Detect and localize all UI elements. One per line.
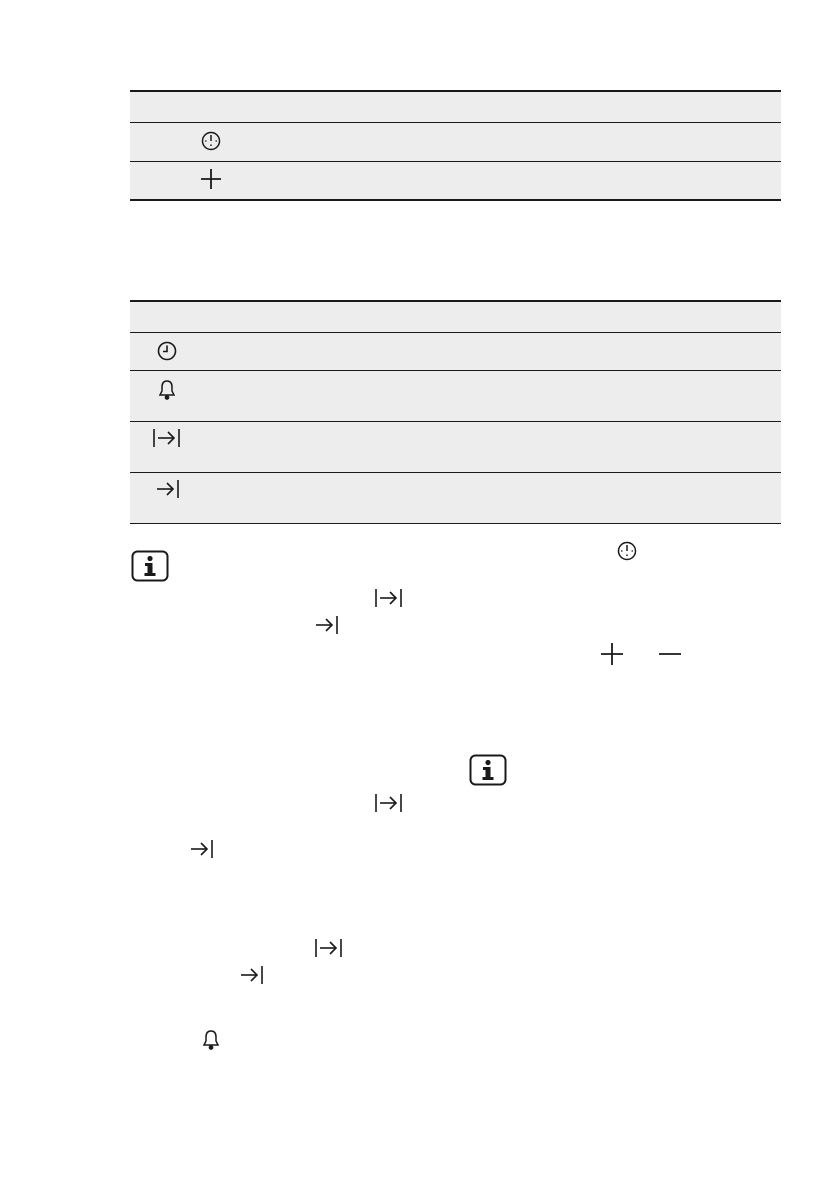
timer-icon bbox=[616, 540, 638, 562]
table-2-row bbox=[130, 333, 781, 370]
timer-icon bbox=[200, 130, 222, 152]
table-1-rule bbox=[130, 161, 781, 162]
end-icon bbox=[155, 478, 181, 500]
duration-icon bbox=[314, 937, 344, 959]
table-1-rule bbox=[130, 122, 781, 123]
bell-icon bbox=[157, 379, 177, 401]
duration-icon bbox=[374, 587, 404, 609]
clock-icon bbox=[156, 340, 178, 362]
table-2-rule bbox=[130, 332, 781, 333]
plus-icon bbox=[600, 642, 624, 666]
minus-icon bbox=[658, 642, 682, 666]
table-1-row bbox=[130, 162, 781, 200]
end-icon bbox=[314, 614, 340, 636]
table-2-bottom-rule bbox=[130, 523, 781, 524]
table-2-row bbox=[130, 473, 781, 523]
table-2-rule bbox=[130, 472, 781, 473]
table-1-top-rule bbox=[130, 90, 781, 92]
table-2-header-row bbox=[130, 301, 781, 332]
table-2-top-rule bbox=[130, 300, 781, 302]
duration-icon bbox=[374, 792, 404, 814]
plus-icon bbox=[200, 168, 222, 190]
table-2-rule bbox=[130, 370, 781, 371]
table-2-row bbox=[130, 422, 781, 472]
duration-icon bbox=[152, 427, 182, 449]
bell-icon bbox=[201, 1029, 221, 1051]
table-1-row bbox=[130, 123, 781, 161]
table-1-header-row bbox=[130, 91, 781, 122]
table-1-bottom-rule bbox=[130, 199, 781, 201]
end-icon bbox=[239, 964, 265, 986]
info-icon bbox=[469, 754, 507, 786]
table-2-rule bbox=[130, 421, 781, 422]
end-icon bbox=[189, 838, 215, 860]
info-icon bbox=[131, 550, 169, 582]
table-2-row bbox=[130, 371, 781, 421]
